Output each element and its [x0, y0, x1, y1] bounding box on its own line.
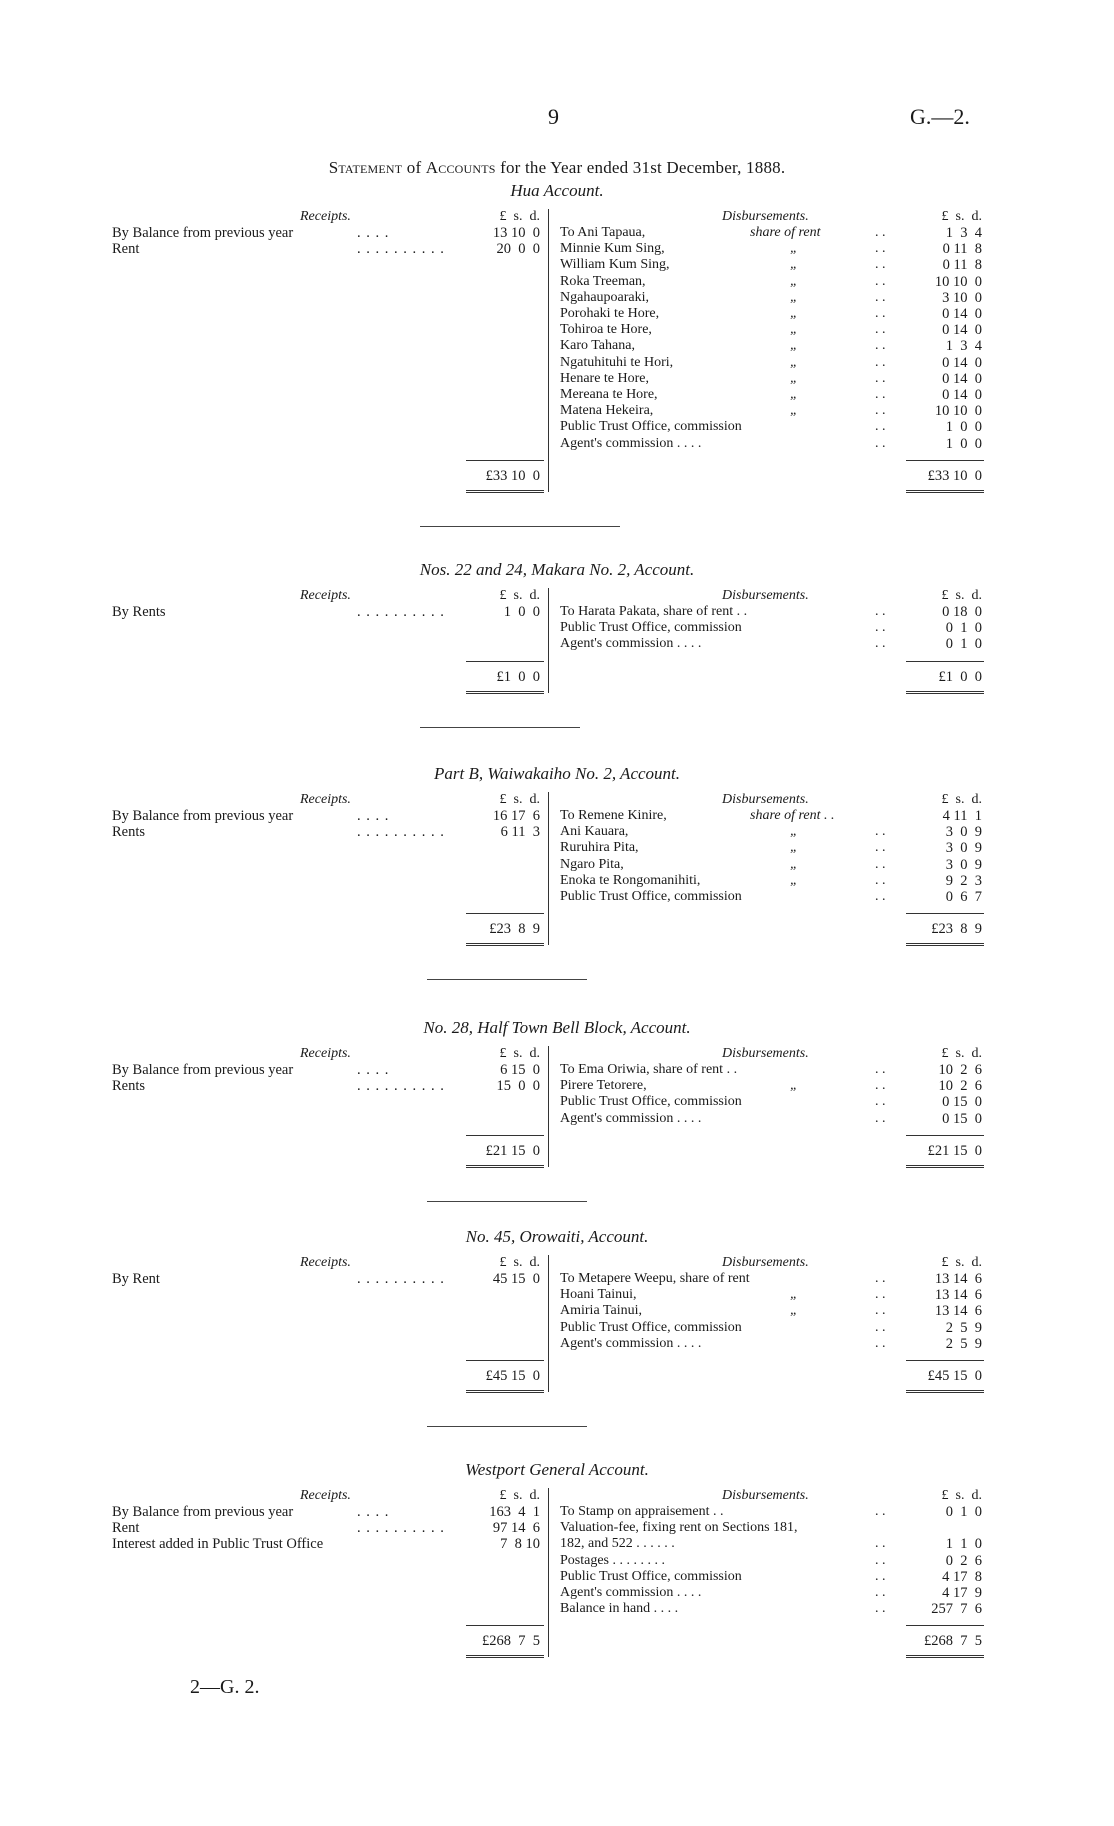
receipt-amount: 1 0 0 — [503, 604, 540, 620]
disbursement-dots: . . — [875, 1062, 886, 1077]
disbursement-amount: 0 11 8 — [942, 257, 982, 274]
disbursement-row — [560, 1504, 890, 1520]
disbursement-dots: . . — [875, 338, 886, 354]
disbursement-label: Public Trust Office, commission — [560, 1568, 742, 1584]
receipt-amount: 20 0 0 — [496, 241, 540, 258]
disbursements-lsd-heading: £ s. d. — [941, 1488, 982, 1503]
disbursement-dots: . . — [875, 1303, 886, 1319]
receipts-lsd-heading: £ s. d. — [499, 1046, 540, 1061]
disbursement-dots: . . — [875, 1601, 886, 1617]
disbursement-amount: 2 5 9 — [945, 1335, 982, 1352]
disbursement-note: „ — [790, 338, 798, 354]
receipts-lsd-heading: £ s. d. — [499, 792, 540, 807]
disbursement-amount: 0 14 0 — [942, 387, 982, 403]
disbursements-heading: Disbursements. — [722, 792, 809, 807]
disbursement-label: Ani Kauara, — [560, 824, 629, 840]
disbursement-row — [560, 241, 890, 257]
receipts-total-double-rule — [466, 490, 544, 493]
disbursement-note: „ — [790, 257, 798, 273]
disbursement-label: Public Trust Office, commission — [560, 1094, 742, 1110]
disbursement-label: Mereana te Hore, — [560, 387, 658, 402]
disbursement-row — [560, 1536, 890, 1552]
disbursement-note: share of rent . . — [750, 808, 835, 823]
disbursement-amount: 10 2 6 — [938, 1078, 982, 1095]
receipts-total: £33 10 0 — [485, 467, 540, 484]
disbursements-total-double-rule — [906, 490, 984, 493]
disbursement-row — [560, 306, 890, 322]
disbursement-row — [560, 436, 890, 452]
section-separator — [420, 526, 620, 527]
disbursements-total: £33 10 0 — [927, 467, 982, 484]
receipts-heading: Receipts. — [300, 588, 351, 603]
disbursement-row — [560, 857, 890, 873]
disbursement-label: Agent's commission . . . . — [560, 1335, 702, 1351]
disbursement-amount: 0 1 0 — [945, 620, 982, 637]
disbursements-sum-rule — [906, 913, 984, 914]
disbursement-amount: 0 14 0 — [942, 370, 982, 387]
disbursements-total: £1 0 0 — [938, 668, 982, 685]
disbursement-dots: . . — [875, 1271, 886, 1286]
receipts-lsd-heading: £ s. d. — [499, 209, 540, 224]
disbursement-amount: 0 15 0 — [942, 1110, 982, 1127]
disbursement-label: Matena Hekeira, — [560, 403, 654, 419]
disbursement-amount: 0 15 0 — [942, 1094, 982, 1111]
disbursement-label: Valuation-fee, fixing rent on Sections 181, — [560, 1520, 798, 1536]
disbursement-row — [560, 225, 890, 241]
disbursement-dots: . . — [875, 225, 886, 240]
receipt-label: By Balance from previous year — [112, 225, 294, 241]
receipts-lsd-heading: £ s. d. — [499, 588, 540, 603]
receipt-label: By Rents — [112, 604, 166, 620]
disbursement-row — [560, 840, 890, 856]
disbursement-label: To Stamp on appraisement . . — [560, 1504, 724, 1519]
disbursement-amount: 3 0 9 — [945, 840, 982, 857]
disbursement-amount: 13 14 6 — [934, 1287, 982, 1304]
disbursement-label: To Ani Tapaua, — [560, 225, 646, 240]
receipt-amount: 6 15 0 — [500, 1062, 540, 1078]
receipts-sum-rule — [466, 913, 544, 914]
receipt-dots: . . . . — [357, 1062, 390, 1078]
disbursement-label: To Remene Kinire, — [560, 808, 667, 823]
disbursement-label: Ngatuhituhi te Hori, — [560, 354, 674, 370]
column-divider — [548, 209, 549, 492]
disbursements-heading: Disbursements. — [722, 1488, 809, 1503]
disbursement-label: Public Trust Office, commission — [560, 620, 742, 636]
receipt-label: Interest added in Public Trust Office — [112, 1536, 324, 1553]
disbursement-amount: 3 0 9 — [945, 856, 982, 873]
disbursement-amount: 1 3 4 — [945, 338, 982, 355]
disbursement-dots: . . — [875, 840, 886, 856]
disbursement-label: Agent's commission . . . . — [560, 1585, 702, 1600]
disbursement-dots: . . — [875, 1335, 886, 1351]
disbursement-dots: . . — [875, 289, 886, 305]
disbursement-amount: 0 14 0 — [942, 322, 982, 339]
disbursement-label: Hoani Tainui, — [560, 1287, 637, 1303]
receipts-heading: Receipts. — [300, 1255, 351, 1270]
disbursement-label: Porohaki te Hore, — [560, 306, 660, 321]
disbursement-dots: . . — [875, 1287, 886, 1303]
receipts-total-double-rule — [466, 1655, 544, 1658]
disbursement-row — [560, 1585, 890, 1601]
disbursement-note: „ — [790, 872, 798, 888]
section-separator — [427, 979, 587, 980]
receipt-amount: 163 4 1 — [489, 1504, 540, 1520]
receipt-label: By Balance from previous year — [112, 1504, 294, 1520]
title-rest: for the Year ended 31st December, 1888. — [500, 158, 786, 177]
disbursement-amount: 4 11 1 — [942, 808, 982, 824]
disbursement-note: „ — [790, 1078, 798, 1094]
receipts-total-double-rule — [466, 691, 544, 694]
disbursements-heading: Disbursements. — [722, 1046, 809, 1061]
disbursement-dots: . . — [875, 604, 886, 619]
disbursement-label: Agent's commission . . . . — [560, 636, 702, 652]
disbursement-dots: . . — [875, 872, 886, 888]
disbursement-row — [560, 403, 890, 419]
disbursement-row — [560, 620, 890, 636]
disbursement-amount: 10 10 0 — [934, 273, 982, 290]
disbursement-amount: 1 0 0 — [945, 419, 982, 436]
receipt-label: Rent — [112, 241, 140, 258]
disbursements-sum-rule — [906, 460, 984, 461]
disbursement-row — [560, 636, 890, 652]
disbursement-amount: 0 11 8 — [942, 241, 982, 258]
receipts-heading: Receipts. — [300, 209, 351, 224]
disbursements-heading: Disbursements. — [722, 588, 809, 603]
receipt-dots: . . . . — [357, 1504, 390, 1520]
receipts-heading: Receipts. — [300, 1488, 351, 1503]
receipt-label: By Rent — [112, 1271, 160, 1287]
disbursement-amount: 13 14 6 — [934, 1271, 982, 1287]
disbursement-row — [560, 1078, 890, 1094]
receipt-amount: 97 14 6 — [492, 1520, 540, 1537]
disbursement-label: Pirere Tetorere, — [560, 1078, 647, 1094]
receipt-amount: 7 8 10 — [500, 1536, 540, 1553]
disbursement-row — [560, 371, 890, 387]
section-separator — [427, 1201, 587, 1202]
disbursement-row — [560, 604, 890, 620]
disbursement-row — [560, 1336, 890, 1352]
disbursement-row — [560, 1287, 890, 1303]
disbursement-amount: 10 2 6 — [938, 1062, 982, 1078]
receipt-dots: . . . . — [357, 808, 390, 824]
disbursement-amount: 1 3 4 — [945, 225, 982, 241]
disbursement-amount: 3 0 9 — [945, 824, 982, 841]
disbursement-label: Enoka te Rongomanihiti, — [560, 872, 701, 888]
disbursement-dots: . . — [875, 273, 886, 289]
disbursement-note: „ — [790, 1303, 798, 1319]
disbursement-dots: . . — [875, 1078, 886, 1094]
disbursement-label: Ruruhira Pita, — [560, 840, 639, 856]
footer-signature: 2—G. 2. — [190, 1676, 260, 1698]
account-title: Hua Account. — [510, 181, 604, 200]
column-divider — [548, 1488, 549, 1657]
receipt-label: By Balance from previous year — [112, 1062, 294, 1078]
disbursement-dots: . . — [875, 322, 886, 338]
receipts-heading: Receipts. — [300, 792, 351, 807]
disbursement-dots: . . — [875, 370, 886, 386]
disbursement-dots: . . — [875, 387, 886, 402]
disbursement-row — [560, 808, 890, 824]
disbursement-row — [560, 1320, 890, 1336]
disbursements-total-double-rule — [906, 1165, 984, 1168]
disbursement-label: Public Trust Office, commission — [560, 1319, 742, 1335]
disbursements-total: £268 7 5 — [924, 1633, 982, 1650]
disbursement-dots: . . — [875, 1094, 886, 1110]
disbursement-row — [560, 1553, 890, 1569]
receipt-label: Rent — [112, 1520, 140, 1537]
disbursements-lsd-heading: £ s. d. — [941, 1046, 982, 1061]
receipts-total-double-rule — [466, 1390, 544, 1393]
receipts-heading: Receipts. — [300, 1046, 351, 1061]
title-word-accounts: Accounts — [425, 158, 496, 177]
title-word-statement: Statement — [328, 158, 403, 177]
disbursement-dots: . . — [875, 1536, 886, 1552]
disbursement-amount: 9 2 3 — [945, 872, 982, 889]
disbursement-row — [560, 873, 890, 889]
section-separator — [420, 727, 580, 728]
disbursement-label: Agent's commission . . . . — [560, 1110, 702, 1126]
disbursement-note: „ — [790, 306, 798, 321]
disbursements-total-double-rule — [906, 691, 984, 694]
disbursement-dots: . . — [875, 1585, 886, 1600]
disbursement-dots: . . — [875, 1319, 886, 1335]
disbursements-heading: Disbursements. — [722, 1255, 809, 1270]
disbursement-row — [560, 257, 890, 273]
disbursements-sum-rule — [906, 661, 984, 662]
disbursement-note: „ — [790, 824, 798, 840]
disbursement-amount: 10 10 0 — [934, 403, 982, 420]
disbursement-dots: . . — [875, 354, 886, 370]
disbursement-amount: 2 5 9 — [945, 1319, 982, 1336]
receipt-amount: 15 0 0 — [496, 1078, 540, 1095]
account-title: No. 28, Half Town Bell Block, Account. — [423, 1018, 691, 1037]
disbursement-row — [560, 419, 890, 435]
disbursement-label: Minnie Kum Sing, — [560, 241, 665, 257]
disbursement-row — [560, 1569, 890, 1585]
disbursement-label: William Kum Sing, — [560, 257, 670, 273]
disbursement-label: Ngaro Pita, — [560, 856, 624, 872]
disbursement-row — [560, 1303, 890, 1319]
disbursement-row — [560, 1094, 890, 1110]
section-separator — [427, 1426, 587, 1427]
disbursement-amount: 0 1 0 — [945, 636, 982, 653]
disbursement-amount: 4 17 8 — [942, 1568, 982, 1585]
disbursement-row — [560, 1601, 890, 1617]
receipt-dots: . . . . . . . . . . — [357, 1271, 445, 1287]
disbursement-amount: 3 10 0 — [942, 289, 982, 306]
disbursement-note: „ — [790, 840, 798, 856]
receipt-dots: . . . . . . . . . . — [357, 1520, 445, 1537]
account-title: Part B, Waiwakaiho No. 2, Account. — [433, 764, 681, 783]
disbursement-label: Balance in hand . . . . — [560, 1601, 679, 1617]
receipts-total-double-rule — [466, 943, 544, 946]
receipt-dots: . . . . . . . . . . — [357, 241, 445, 258]
disbursement-amount: 0 1 0 — [945, 1504, 982, 1520]
disbursement-amount: 13 14 6 — [934, 1303, 982, 1320]
disbursement-label: Postages . . . . . . . . — [560, 1552, 665, 1568]
disbursement-label: Karo Tahana, — [560, 338, 635, 354]
receipt-dots: . . . . . . . . . . — [357, 1078, 445, 1095]
receipts-sum-rule — [466, 1360, 544, 1361]
receipt-label: By Balance from previous year — [112, 808, 294, 824]
disbursement-label: To Harata Pakata, share of rent . . — [560, 604, 748, 619]
receipts-total: £23 8 9 — [489, 921, 540, 938]
disbursement-row — [560, 1520, 890, 1536]
receipts-lsd-heading: £ s. d. — [499, 1255, 540, 1270]
disbursement-row — [560, 824, 890, 840]
column-divider — [548, 588, 549, 693]
disbursements-lsd-heading: £ s. d. — [941, 209, 982, 224]
receipt-label: Rents — [112, 824, 146, 841]
disbursement-amount: 0 14 0 — [942, 354, 982, 371]
disbursement-dots: . . — [875, 419, 886, 435]
disbursements-lsd-heading: £ s. d. — [941, 792, 982, 807]
disbursements-total: £21 15 0 — [927, 1142, 982, 1159]
disbursement-amount: 0 6 7 — [945, 889, 982, 905]
disbursement-dots: . . — [875, 1552, 886, 1568]
receipts-sum-rule — [466, 1135, 544, 1136]
disbursements-sum-rule — [906, 1135, 984, 1136]
disbursement-note: „ — [790, 403, 798, 419]
receipt-label: Rents — [112, 1078, 146, 1095]
receipts-total: £45 15 0 — [485, 1368, 540, 1384]
section-id: G.—2. — [910, 104, 970, 129]
disbursement-dots: . . — [875, 1504, 886, 1519]
disbursement-row — [560, 387, 890, 403]
disbursement-note: „ — [790, 387, 798, 402]
disbursement-dots: . . — [875, 824, 886, 840]
receipts-sum-rule — [466, 460, 544, 461]
disbursement-dots: . . — [875, 889, 886, 904]
disbursement-amount: 0 14 0 — [942, 306, 982, 322]
disbursement-row — [560, 322, 890, 338]
disbursement-label: Tohiroa te Hore, — [560, 322, 652, 338]
receipts-total: £268 7 5 — [482, 1633, 540, 1650]
disbursement-label: 182, and 522 . . . . . . — [560, 1536, 675, 1552]
title-word-of: of — [406, 158, 422, 177]
disbursement-row — [560, 1062, 890, 1078]
receipt-amount: 16 17 6 — [492, 808, 540, 824]
receipt-amount: 6 11 3 — [500, 824, 540, 841]
disbursement-row — [560, 338, 890, 354]
disbursements-lsd-heading: £ s. d. — [941, 1255, 982, 1270]
disbursement-amount: 4 17 9 — [942, 1585, 982, 1601]
disbursement-row — [560, 290, 890, 306]
disbursement-label: Ngahaupoaraki, — [560, 289, 650, 305]
disbursement-label: Public Trust Office, commission — [560, 889, 742, 904]
receipt-dots: . . . . — [357, 225, 390, 241]
disbursement-amount: 1 1 0 — [945, 1536, 982, 1553]
disbursement-note: „ — [790, 289, 798, 305]
disbursement-label: Public Trust Office, commission — [560, 419, 742, 435]
receipt-dots: . . . . . . . . . . — [357, 824, 445, 841]
receipts-total: £21 15 0 — [485, 1142, 540, 1159]
disbursement-label: Agent's commission . . . . — [560, 435, 702, 451]
disbursement-amount: 0 2 6 — [945, 1552, 982, 1569]
column-divider — [548, 1255, 549, 1392]
disbursement-dots: . . — [875, 636, 886, 652]
disbursement-dots: . . — [875, 620, 886, 636]
disbursement-amount: 257 7 6 — [931, 1601, 982, 1618]
disbursement-note: „ — [790, 241, 798, 257]
disbursement-note: „ — [790, 322, 798, 338]
disbursement-label: Roka Treeman, — [560, 273, 646, 289]
disbursements-total-double-rule — [906, 1390, 984, 1393]
disbursement-amount: 1 0 0 — [945, 435, 982, 452]
receipts-sum-rule — [466, 661, 544, 662]
receipts-total-double-rule — [466, 1165, 544, 1168]
disbursement-label: To Ema Oriwia, share of rent . . — [560, 1062, 738, 1077]
column-divider — [548, 792, 549, 945]
disbursements-total: £45 15 0 — [927, 1368, 982, 1384]
disbursements-total-double-rule — [906, 1655, 984, 1658]
disbursement-note: share of rent — [750, 225, 821, 240]
disbursement-dots: . . — [875, 306, 886, 321]
statement-title — [0, 158, 1114, 178]
disbursement-note: „ — [790, 273, 798, 289]
disbursements-sum-rule — [906, 1360, 984, 1361]
account-title: No. 45, Orowaiti, Account. — [465, 1227, 649, 1246]
disbursement-note: „ — [790, 1287, 798, 1303]
account-title: Westport General Account. — [465, 1460, 649, 1479]
disbursement-amount: 0 18 0 — [942, 604, 982, 620]
disbursements-total: £23 8 9 — [931, 921, 982, 938]
disbursement-dots: . . — [875, 856, 886, 872]
disbursement-note: „ — [790, 856, 798, 872]
disbursement-label: Henare te Hore, — [560, 370, 650, 386]
page-number: 9 — [548, 104, 559, 129]
receipts-sum-rule — [466, 1625, 544, 1626]
disbursement-dots: . . — [875, 435, 886, 451]
disbursement-dots: . . — [875, 1568, 886, 1584]
disbursements-total-double-rule — [906, 943, 984, 946]
disbursement-row — [560, 1111, 890, 1127]
receipt-amount: 13 10 0 — [492, 225, 540, 241]
receipt-amount: 45 15 0 — [492, 1271, 540, 1287]
disbursement-note: „ — [790, 370, 798, 386]
disbursements-heading: Disbursements. — [722, 209, 809, 224]
disbursement-dots: . . — [875, 257, 886, 273]
disbursement-dots: . . — [875, 1110, 886, 1126]
disbursement-row — [560, 889, 890, 905]
receipts-total: £1 0 0 — [496, 668, 540, 685]
disbursement-row — [560, 355, 890, 371]
column-divider — [548, 1046, 549, 1167]
receipts-lsd-heading: £ s. d. — [499, 1488, 540, 1503]
disbursement-row — [560, 274, 890, 290]
disbursement-label: To Metapere Weepu, share of rent — [560, 1271, 750, 1286]
disbursement-note: „ — [790, 354, 798, 370]
disbursement-dots: . . — [875, 241, 886, 257]
disbursements-lsd-heading: £ s. d. — [941, 588, 982, 603]
disbursement-dots: . . — [875, 403, 886, 419]
disbursement-row — [560, 1271, 890, 1287]
receipt-dots: . . . . . . . . . . — [357, 604, 445, 620]
account-title: Nos. 22 and 24, Makara No. 2, Account. — [419, 560, 695, 579]
disbursement-label: Amiria Tainui, — [560, 1303, 642, 1319]
disbursements-sum-rule — [906, 1625, 984, 1626]
